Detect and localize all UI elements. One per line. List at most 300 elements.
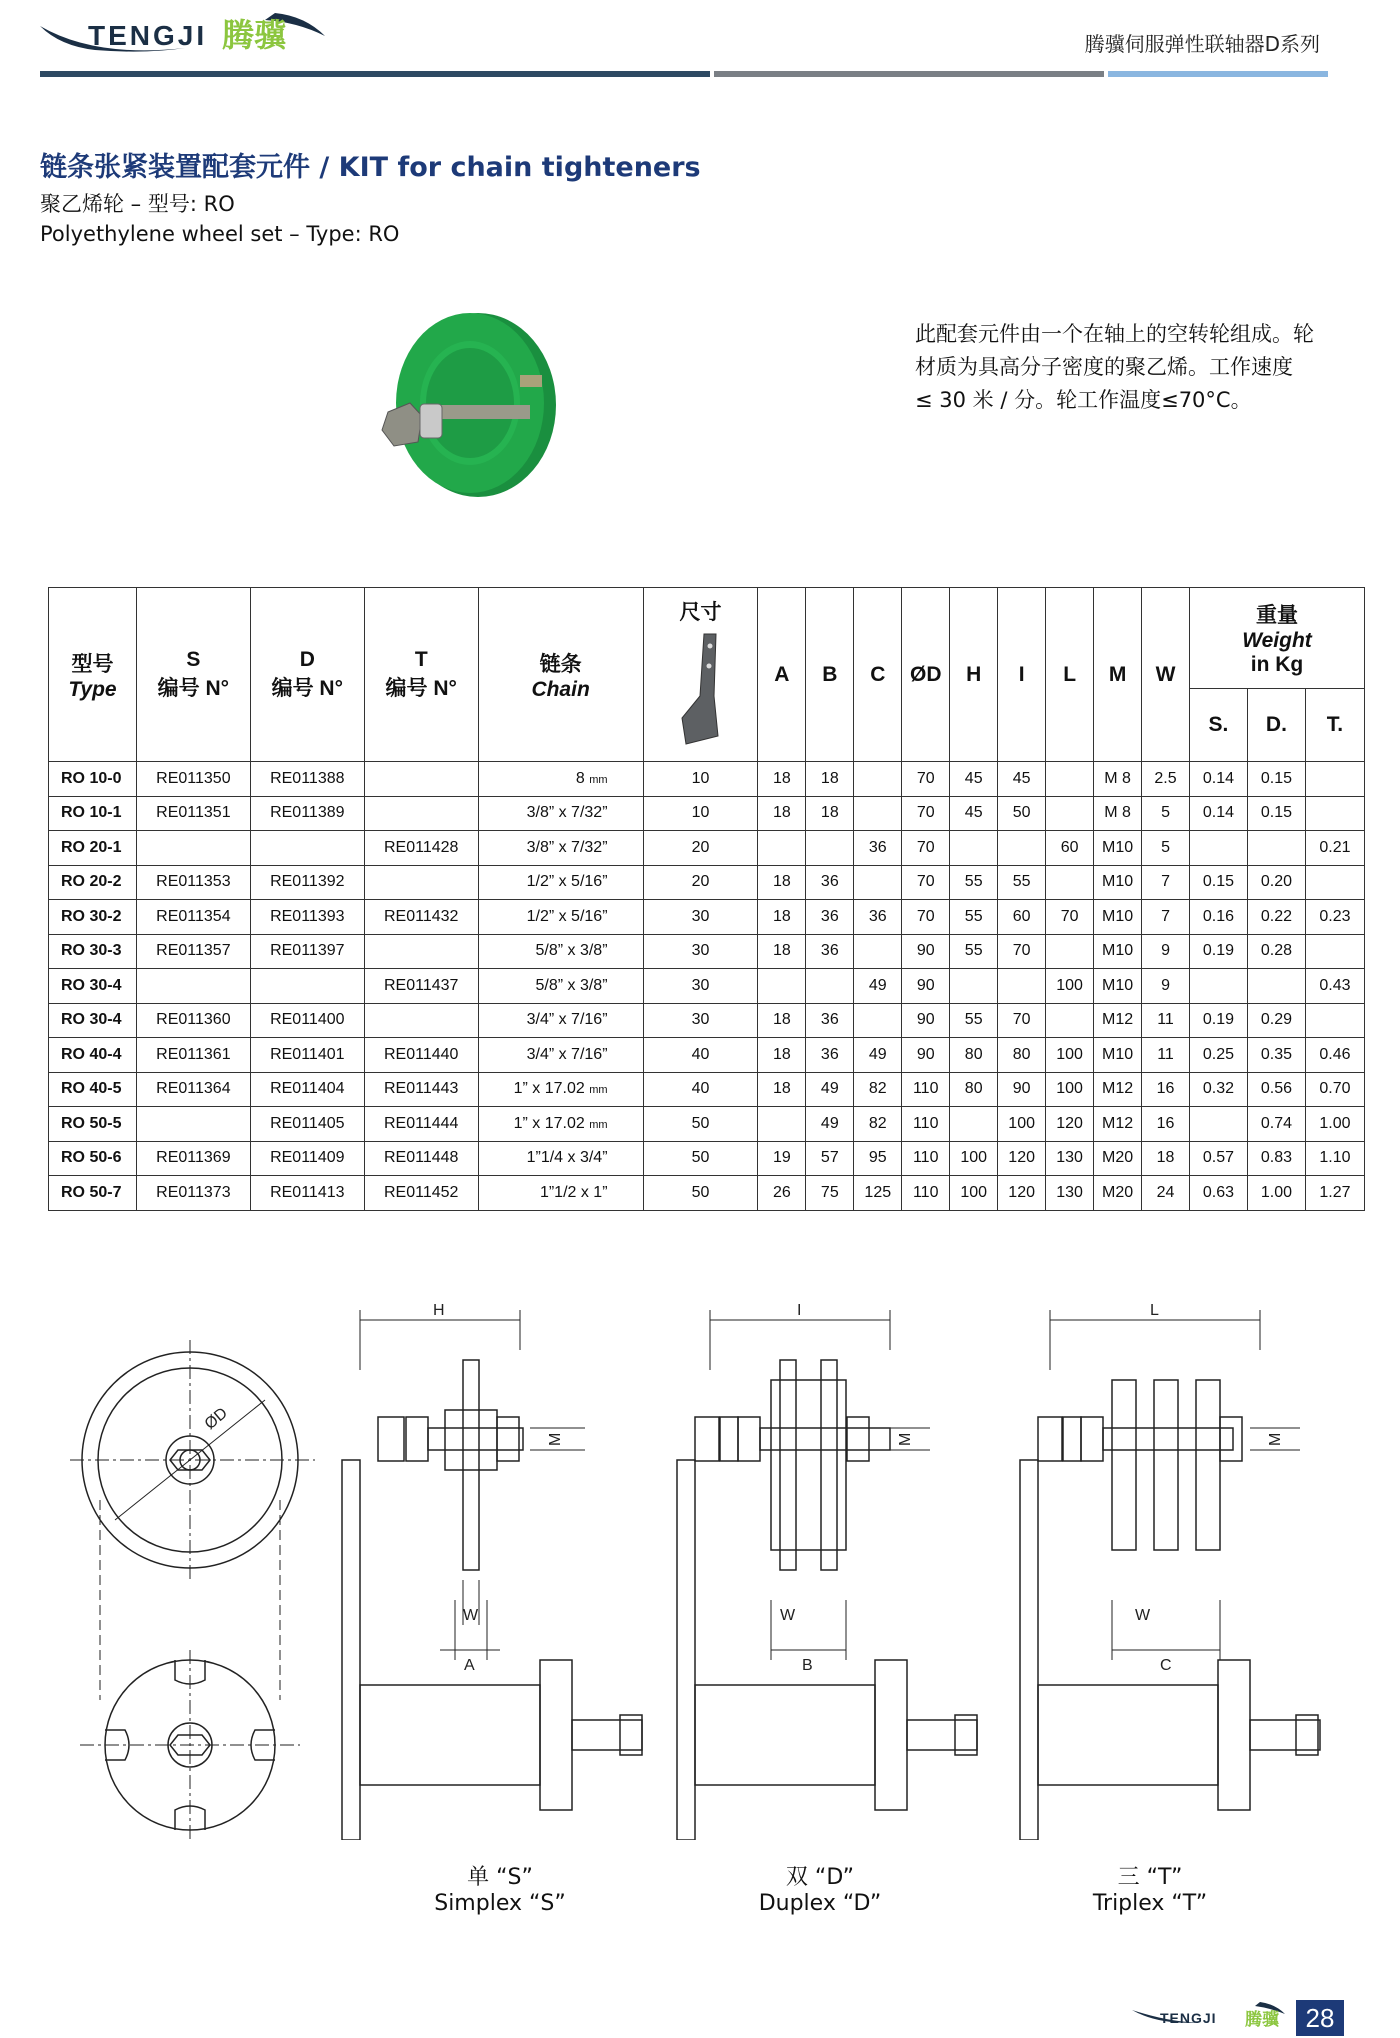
cell-c xyxy=(854,934,902,969)
chain-size: 3/8” x 7/32” xyxy=(526,838,608,856)
cell-type: RO 30-2 xyxy=(49,900,137,935)
cell-wt: 0.46 xyxy=(1305,1038,1364,1073)
cell-a: 18 xyxy=(758,1038,806,1073)
cell-h: 55 xyxy=(950,900,998,935)
cell-i: 120 xyxy=(998,1176,1046,1211)
section-title: 链条张紧装置配套元件 / KIT for chain tighteners xyxy=(40,152,701,183)
cell-l xyxy=(1046,934,1094,969)
dim-m-s: M xyxy=(547,1432,564,1446)
cell-size: 50 xyxy=(643,1176,758,1211)
table-row xyxy=(49,1176,1365,1211)
cell-od: 110 xyxy=(902,1072,950,1107)
cell-ws xyxy=(1190,1107,1248,1142)
technical-drawings xyxy=(60,1280,1380,1840)
cell-a: 26 xyxy=(758,1176,806,1211)
cell-type: RO 30-4 xyxy=(49,969,137,1004)
cell-chain xyxy=(478,831,643,866)
tensioner-arm-icon xyxy=(670,626,730,751)
table-row xyxy=(49,865,1365,900)
cell-ws: 0.14 xyxy=(1190,796,1248,831)
cell-a: 18 xyxy=(758,934,806,969)
logo-cn: 腾骥 xyxy=(222,16,287,54)
cell-h: 100 xyxy=(950,1141,998,1176)
cell-w: 7 xyxy=(1142,865,1190,900)
cell-chain xyxy=(478,1107,643,1142)
cell-i: 90 xyxy=(998,1072,1046,1107)
dim-m-t: M xyxy=(1267,1432,1284,1446)
cell-size: 30 xyxy=(643,969,758,1004)
col-m: M xyxy=(1094,588,1142,762)
cell-m: M10 xyxy=(1094,831,1142,866)
cell-type: RO 10-0 xyxy=(49,762,137,797)
cell-ws xyxy=(1190,969,1248,1004)
cell-c: 36 xyxy=(854,900,902,935)
cell-h xyxy=(950,969,998,1004)
cell-od: 70 xyxy=(902,831,950,866)
subtitle-en: Polyethylene wheel set – Type: RO xyxy=(40,222,400,246)
cell-i: 45 xyxy=(998,762,1046,797)
cell-chain xyxy=(478,1038,643,1073)
chain-size: 3/4” x 7/16” xyxy=(526,1011,608,1029)
cell-d: RE011404 xyxy=(250,1072,364,1107)
cell-c: 95 xyxy=(854,1141,902,1176)
cell-m: M10 xyxy=(1094,865,1142,900)
col-b: B xyxy=(806,588,854,762)
cell-wt: 1.27 xyxy=(1305,1176,1364,1211)
cell-s: RE011364 xyxy=(136,1072,250,1107)
cell-h xyxy=(950,1107,998,1142)
cell-s: RE011369 xyxy=(136,1141,250,1176)
dim-l: L xyxy=(1150,1302,1159,1319)
table-row xyxy=(49,762,1365,797)
cell-d: RE011393 xyxy=(250,900,364,935)
table-row xyxy=(49,900,1365,935)
chain-size: 1” x 17.02 xyxy=(513,1114,585,1132)
cell-b: 75 xyxy=(806,1176,854,1211)
cell-b xyxy=(806,831,854,866)
page-number: 28 xyxy=(1296,2000,1344,2036)
cell-type: RO 50-5 xyxy=(49,1107,137,1142)
table-row xyxy=(49,796,1365,831)
header-bar-gray xyxy=(714,71,1104,77)
chain-unit: mm xyxy=(589,1118,608,1131)
cell-b: 36 xyxy=(806,934,854,969)
col-type: 型号 Type xyxy=(49,588,137,762)
cell-size: 40 xyxy=(643,1038,758,1073)
cell-od: 90 xyxy=(902,934,950,969)
cell-m: M 8 xyxy=(1094,796,1142,831)
cell-a xyxy=(758,1107,806,1142)
table-row xyxy=(49,1003,1365,1038)
cell-s: RE011373 xyxy=(136,1176,250,1211)
chain-unit: mm xyxy=(589,1084,608,1097)
chain-size: 3/4” x 7/16” xyxy=(526,1045,608,1063)
cell-chain xyxy=(478,796,643,831)
cell-h xyxy=(950,831,998,866)
cell-ws: 0.19 xyxy=(1190,934,1248,969)
cell-i: 70 xyxy=(998,934,1046,969)
cell-wt xyxy=(1305,762,1364,797)
cell-l xyxy=(1046,762,1094,797)
header-title: 腾骥伺服弹性联轴器D系列 xyxy=(1084,32,1320,56)
triplex-side-view xyxy=(1020,1302,1320,1840)
cell-b: 49 xyxy=(806,1072,854,1107)
cell-wd: 0.35 xyxy=(1247,1038,1305,1073)
cell-wd: 0.28 xyxy=(1247,934,1305,969)
dim-w-t: W xyxy=(1135,1607,1151,1624)
caption-simplex: 单 “S” Simplex “S” xyxy=(434,1865,566,1916)
cell-m: M20 xyxy=(1094,1141,1142,1176)
cell-wt xyxy=(1305,865,1364,900)
table-row xyxy=(49,934,1365,969)
cell-b xyxy=(806,969,854,1004)
header-bar-blue xyxy=(40,71,710,77)
cell-ws: 0.15 xyxy=(1190,865,1248,900)
duplex-side-view xyxy=(677,1302,977,1840)
cell-w: 11 xyxy=(1142,1038,1190,1073)
cell-b: 36 xyxy=(806,1038,854,1073)
cell-d: RE011397 xyxy=(250,934,364,969)
cell-wd: 1.00 xyxy=(1247,1176,1305,1211)
cell-size: 50 xyxy=(643,1141,758,1176)
cell-wd: 0.29 xyxy=(1247,1003,1305,1038)
cell-t: RE011443 xyxy=(364,1072,478,1107)
cell-t xyxy=(364,934,478,969)
cell-wd: 0.20 xyxy=(1247,865,1305,900)
cell-d xyxy=(250,831,364,866)
cell-wt xyxy=(1305,934,1364,969)
cell-od: 110 xyxy=(902,1107,950,1142)
cell-d: RE011405 xyxy=(250,1107,364,1142)
table-row xyxy=(49,1038,1365,1073)
cell-size: 20 xyxy=(643,865,758,900)
chain-unit: mm xyxy=(589,773,608,786)
cell-d: RE011401 xyxy=(250,1038,364,1073)
table-row xyxy=(49,1107,1365,1142)
dim-c: C xyxy=(1160,1657,1172,1674)
cell-b: 57 xyxy=(806,1141,854,1176)
cell-ws: 0.63 xyxy=(1190,1176,1248,1211)
caption-triplex: 三 “T” Triplex “T” xyxy=(1092,1865,1208,1916)
cell-b: 18 xyxy=(806,796,854,831)
wheel-photo xyxy=(370,300,570,500)
cell-wd xyxy=(1247,831,1305,866)
col-d: D 编号 N° xyxy=(250,588,364,762)
cell-wt xyxy=(1305,796,1364,831)
cell-l xyxy=(1046,1003,1094,1038)
cell-s: RE011360 xyxy=(136,1003,250,1038)
cell-type: RO 50-7 xyxy=(49,1176,137,1211)
caption-duplex: 双 “D” Duplex “D” xyxy=(758,1865,882,1916)
cell-chain xyxy=(478,969,643,1004)
cell-od: 110 xyxy=(902,1141,950,1176)
cell-l: 60 xyxy=(1046,831,1094,866)
cell-w: 18 xyxy=(1142,1141,1190,1176)
cell-type: RO 40-4 xyxy=(49,1038,137,1073)
table-header-row xyxy=(49,588,1365,689)
cell-s: RE011357 xyxy=(136,934,250,969)
cell-size: 10 xyxy=(643,796,758,831)
col-weight-s: S. xyxy=(1190,689,1248,762)
cell-t: RE011444 xyxy=(364,1107,478,1142)
cell-w: 5 xyxy=(1142,796,1190,831)
dim-w-s: W xyxy=(463,1607,479,1624)
cell-d: RE011388 xyxy=(250,762,364,797)
cell-b: 36 xyxy=(806,1003,854,1038)
col-i: I xyxy=(998,588,1046,762)
cell-a: 18 xyxy=(758,865,806,900)
cell-wd: 0.56 xyxy=(1247,1072,1305,1107)
table-body xyxy=(49,762,1365,1211)
cell-c xyxy=(854,1003,902,1038)
cell-c xyxy=(854,796,902,831)
cell-w: 16 xyxy=(1142,1107,1190,1142)
product-description: 此配套元件由一个在轴上的空转轮组成。轮材质为具高分子密度的聚乙烯。工作速度 ≤ 30 米 / 分。轮工作温度≤70°C。 xyxy=(915,322,1314,412)
cell-t xyxy=(364,796,478,831)
cell-od: 70 xyxy=(902,796,950,831)
od-label: ØD xyxy=(201,1404,231,1434)
cell-wd xyxy=(1247,969,1305,1004)
cell-chain xyxy=(478,1141,643,1176)
cell-w: 9 xyxy=(1142,969,1190,1004)
cell-l: 100 xyxy=(1046,969,1094,1004)
cell-d xyxy=(250,969,364,1004)
cell-od: 70 xyxy=(902,900,950,935)
cell-i: 100 xyxy=(998,1107,1046,1142)
cell-ws: 0.16 xyxy=(1190,900,1248,935)
col-w: W xyxy=(1142,588,1190,762)
cell-a: 18 xyxy=(758,1003,806,1038)
cell-w: 7 xyxy=(1142,900,1190,935)
cell-wd: 0.74 xyxy=(1247,1107,1305,1142)
cell-s xyxy=(136,831,250,866)
cell-size: 10 xyxy=(643,762,758,797)
cell-s xyxy=(136,969,250,1004)
cell-b: 18 xyxy=(806,762,854,797)
cell-a xyxy=(758,831,806,866)
cell-i xyxy=(998,969,1046,1004)
cell-m: M10 xyxy=(1094,900,1142,935)
cell-m: M12 xyxy=(1094,1072,1142,1107)
cell-t: RE011432 xyxy=(364,900,478,935)
cell-wd: 0.83 xyxy=(1247,1141,1305,1176)
cell-t xyxy=(364,865,478,900)
cell-od: 90 xyxy=(902,1003,950,1038)
cell-i xyxy=(998,831,1046,866)
cell-a: 18 xyxy=(758,1072,806,1107)
cell-ws: 0.25 xyxy=(1190,1038,1248,1073)
cell-t: RE011437 xyxy=(364,969,478,1004)
cell-type: RO 20-2 xyxy=(49,865,137,900)
cell-type: RO 10-1 xyxy=(49,796,137,831)
cell-wt: 0.43 xyxy=(1305,969,1364,1004)
col-weight: 重量 Weight in Kg xyxy=(1190,588,1365,689)
table-row xyxy=(49,831,1365,866)
cell-chain xyxy=(478,762,643,797)
col-chain: 链条 Chain xyxy=(478,588,643,762)
col-h: H xyxy=(950,588,998,762)
cell-d: RE011413 xyxy=(250,1176,364,1211)
dim-b: B xyxy=(802,1657,813,1674)
cell-b: 36 xyxy=(806,865,854,900)
chain-size: 1”1/4 x 3/4” xyxy=(526,1149,608,1167)
cell-c xyxy=(854,865,902,900)
footer-logo-cn: 腾骥 xyxy=(1245,2010,1279,2030)
cell-type: RO 30-3 xyxy=(49,934,137,969)
cell-l xyxy=(1046,865,1094,900)
cell-wd: 0.22 xyxy=(1247,900,1305,935)
cell-chain xyxy=(478,865,643,900)
cell-wd: 0.15 xyxy=(1247,762,1305,797)
col-s: S 编号 N° xyxy=(136,588,250,762)
cell-wd: 0.15 xyxy=(1247,796,1305,831)
cell-b: 36 xyxy=(806,900,854,935)
chain-size: 1” x 17.02 xyxy=(513,1080,585,1098)
cell-chain xyxy=(478,1003,643,1038)
cell-a: 18 xyxy=(758,762,806,797)
cell-type: RO 30-4 xyxy=(49,1003,137,1038)
cell-ws: 0.14 xyxy=(1190,762,1248,797)
cell-s: RE011351 xyxy=(136,796,250,831)
cell-size: 30 xyxy=(643,1003,758,1038)
cell-i: 60 xyxy=(998,900,1046,935)
subtitle-cn: 聚乙烯轮 – 型号: RO xyxy=(40,192,235,216)
cell-m: M 8 xyxy=(1094,762,1142,797)
cell-type: RO 20-1 xyxy=(49,831,137,866)
cell-size: 50 xyxy=(643,1107,758,1142)
chain-size: 5/8” x 3/8” xyxy=(535,942,608,960)
cell-m: M10 xyxy=(1094,934,1142,969)
cell-wt: 0.23 xyxy=(1305,900,1364,935)
cell-od: 70 xyxy=(902,762,950,797)
cell-t: RE011448 xyxy=(364,1141,478,1176)
col-c: C xyxy=(854,588,902,762)
cell-chain xyxy=(478,900,643,935)
cell-od: 110 xyxy=(902,1176,950,1211)
cell-chain xyxy=(478,1072,643,1107)
cell-s xyxy=(136,1107,250,1142)
cell-m: M10 xyxy=(1094,1038,1142,1073)
cell-h: 100 xyxy=(950,1176,998,1211)
cell-t: RE011428 xyxy=(364,831,478,866)
cell-ws: 0.57 xyxy=(1190,1141,1248,1176)
col-size: 尺寸 xyxy=(643,588,758,762)
header-bar-light xyxy=(1108,71,1328,77)
col-t: T 编号 N° xyxy=(364,588,478,762)
cell-w: 11 xyxy=(1142,1003,1190,1038)
cell-h: 80 xyxy=(950,1072,998,1107)
cell-size: 30 xyxy=(643,934,758,969)
col-weight-d: D. xyxy=(1247,689,1305,762)
cell-type: RO 40-5 xyxy=(49,1072,137,1107)
cell-l: 70 xyxy=(1046,900,1094,935)
cell-t xyxy=(364,1003,478,1038)
table-row xyxy=(49,1072,1365,1107)
cell-i: 50 xyxy=(998,796,1046,831)
col-weight-t: T. xyxy=(1305,689,1364,762)
col-a: A xyxy=(758,588,806,762)
cell-l: 120 xyxy=(1046,1107,1094,1142)
cell-l: 100 xyxy=(1046,1072,1094,1107)
cell-w: 9 xyxy=(1142,934,1190,969)
cell-d: RE011400 xyxy=(250,1003,364,1038)
col-od: ØD xyxy=(902,588,950,762)
cell-c: 36 xyxy=(854,831,902,866)
cell-od: 90 xyxy=(902,1038,950,1073)
dim-m-d: M xyxy=(897,1432,914,1446)
chain-size: 1/2” x 5/16” xyxy=(526,873,608,891)
cell-wt: 1.10 xyxy=(1305,1141,1364,1176)
cell-ws: 0.32 xyxy=(1190,1072,1248,1107)
cell-size: 30 xyxy=(643,900,758,935)
cell-type: RO 50-6 xyxy=(49,1141,137,1176)
footer-logo-text: TENGJI xyxy=(1160,2010,1217,2026)
cell-w: 2.5 xyxy=(1142,762,1190,797)
cell-h: 55 xyxy=(950,934,998,969)
dim-h: H xyxy=(433,1302,445,1319)
cell-a xyxy=(758,969,806,1004)
cell-h: 55 xyxy=(950,865,998,900)
cell-c: 49 xyxy=(854,1038,902,1073)
cell-a: 18 xyxy=(758,900,806,935)
cell-wt xyxy=(1305,1003,1364,1038)
cell-i: 80 xyxy=(998,1038,1046,1073)
cell-t: RE011452 xyxy=(364,1176,478,1211)
cell-m: M20 xyxy=(1094,1176,1142,1211)
cell-ws: 0.19 xyxy=(1190,1003,1248,1038)
cell-w: 24 xyxy=(1142,1176,1190,1211)
cell-chain xyxy=(478,1176,643,1211)
chain-size: 1/2” x 5/16” xyxy=(526,907,608,925)
table-row xyxy=(49,969,1365,1004)
cell-a: 18 xyxy=(758,796,806,831)
cell-size: 40 xyxy=(643,1072,758,1107)
cell-d: RE011409 xyxy=(250,1141,364,1176)
cell-h: 55 xyxy=(950,1003,998,1038)
cell-s: RE011354 xyxy=(136,900,250,935)
cell-od: 70 xyxy=(902,865,950,900)
cell-wt: 1.00 xyxy=(1305,1107,1364,1142)
chain-size: 8 xyxy=(575,769,585,787)
cell-l xyxy=(1046,796,1094,831)
cell-l: 130 xyxy=(1046,1176,1094,1211)
dim-w-d: W xyxy=(780,1607,796,1624)
front-view xyxy=(70,1340,315,1840)
cell-m: M10 xyxy=(1094,969,1142,1004)
cell-wt: 0.21 xyxy=(1305,831,1364,866)
table-row xyxy=(49,1141,1365,1176)
cell-d: RE011392 xyxy=(250,865,364,900)
cell-t: RE011440 xyxy=(364,1038,478,1073)
cell-t xyxy=(364,762,478,797)
logo-text: TENGJI xyxy=(88,20,208,51)
cell-m: M12 xyxy=(1094,1107,1142,1142)
dim-a: A xyxy=(464,1657,475,1674)
chain-size: 1”1/2 x 1” xyxy=(539,1183,608,1201)
spec-table xyxy=(48,587,1365,1211)
cell-c: 82 xyxy=(854,1072,902,1107)
col-l: L xyxy=(1046,588,1094,762)
cell-s: RE011361 xyxy=(136,1038,250,1073)
cell-h: 45 xyxy=(950,796,998,831)
cell-m: M12 xyxy=(1094,1003,1142,1038)
cell-wt: 0.70 xyxy=(1305,1072,1364,1107)
cell-a: 19 xyxy=(758,1141,806,1176)
cell-c: 125 xyxy=(854,1176,902,1211)
chain-size: 3/8” x 7/32” xyxy=(526,804,608,822)
cell-d: RE011389 xyxy=(250,796,364,831)
cell-l: 100 xyxy=(1046,1038,1094,1073)
